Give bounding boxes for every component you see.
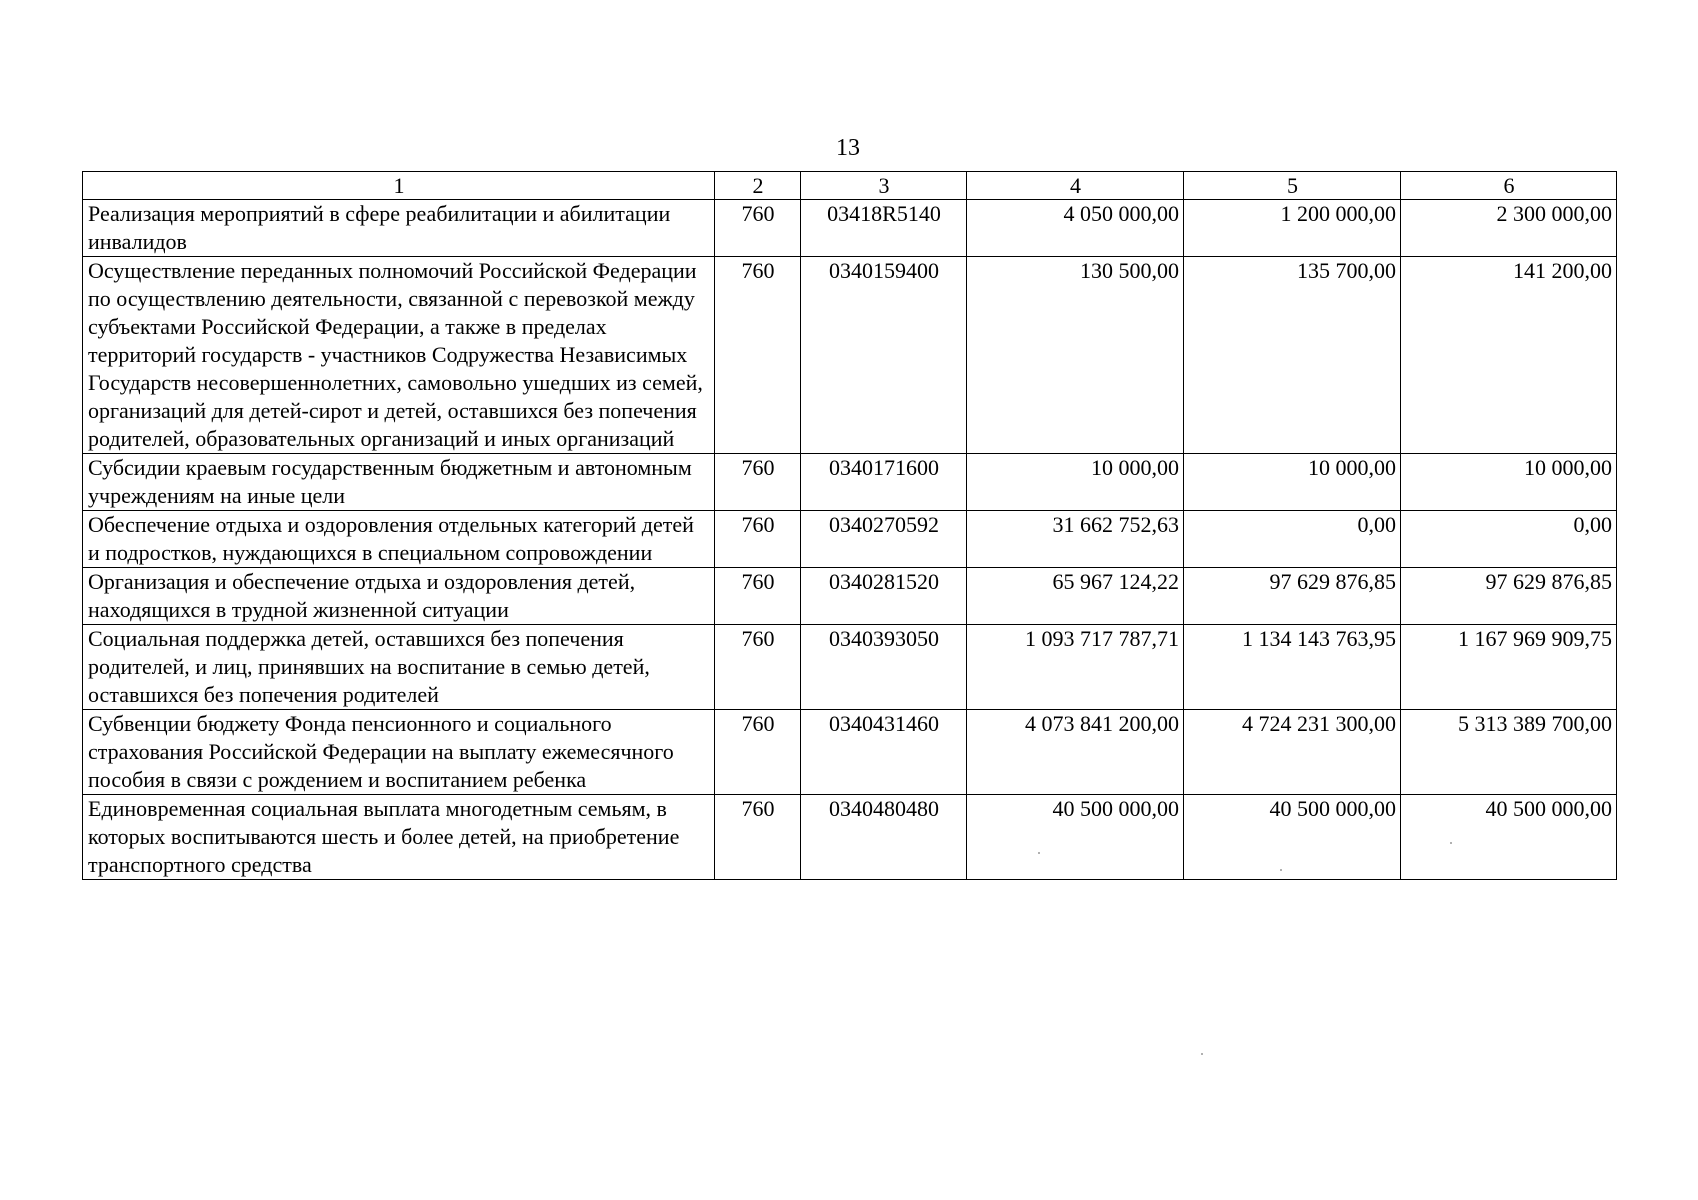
admin-code: 760 — [715, 710, 801, 795]
target-article-code: 0340480480 — [801, 795, 967, 880]
amount-col-6: 10 000,00 — [1401, 454, 1617, 511]
column-number-row — [83, 172, 1617, 200]
amount-col-5: 4 724 231 300,00 — [1184, 710, 1401, 795]
amount-col-4: 4 050 000,00 — [967, 200, 1184, 257]
expense-name: Реализация мероприятий в сфере реабилитации и абилитации инвалидов — [83, 200, 715, 257]
amount-col-4: 1 093 717 787,71 — [967, 625, 1184, 710]
expense-name: Социальная поддержка детей, оставшихся без попечения родителей, и лиц, принявших на воспитание в семью детей, оставшихся без попечения родителей — [83, 625, 715, 710]
amount-col-4: 4 073 841 200,00 — [967, 710, 1184, 795]
amount-col-6: 5 313 389 700,00 — [1401, 710, 1617, 795]
scan-speck — [1038, 852, 1040, 854]
expense-name: Субсидии краевым государственным бюджетным и автономным учреждениям на иные цели — [83, 454, 715, 511]
amount-col-4: 130 500,00 — [967, 257, 1184, 454]
table-row — [83, 568, 1617, 625]
amount-col-5: 135 700,00 — [1184, 257, 1401, 454]
scan-speck — [1201, 1053, 1203, 1055]
admin-code: 760 — [715, 200, 801, 257]
table-row — [83, 200, 1617, 257]
target-article-code: 0340270592 — [801, 511, 967, 568]
page-number: 13 — [836, 135, 860, 161]
column-number: 2 — [715, 172, 801, 200]
amount-col-4: 10 000,00 — [967, 454, 1184, 511]
expense-name: Организация и обеспечение отдыха и оздоровления детей, находящихся в трудной жизненной ситуации — [83, 568, 715, 625]
table-row — [83, 454, 1617, 511]
target-article-code: 0340171600 — [801, 454, 967, 511]
column-number: 1 — [83, 172, 715, 200]
admin-code: 760 — [715, 568, 801, 625]
target-article-code: 03418R5140 — [801, 200, 967, 257]
admin-code: 760 — [715, 454, 801, 511]
expense-name: Субвенции бюджету Фонда пенсионного и социального страхования Российской Федерации на выплату ежемесячного пособия в связи с рождением и воспитанием ребенка — [83, 710, 715, 795]
amount-col-5: 97 629 876,85 — [1184, 568, 1401, 625]
amount-col-6: 40 500 000,00 — [1401, 795, 1617, 880]
column-number: 3 — [801, 172, 967, 200]
target-article-code: 0340431460 — [801, 710, 967, 795]
amount-col-6: 2 300 000,00 — [1401, 200, 1617, 257]
table-row — [83, 710, 1617, 795]
amount-col-6: 97 629 876,85 — [1401, 568, 1617, 625]
expense-name: Осуществление переданных полномочий Российской Федерации по осуществлению деятельности, связанной с перевозкой между субъектами Российской Федерации, а также в пределах территорий государств - участников Содружества Независимых Государств несовершеннолетних, самовольно ушедших из семей, организаций для детей-сирот и детей, оставшихся без попечения родителей, образовательных организаций и иных организаций — [83, 257, 715, 454]
table-row — [83, 511, 1617, 568]
amount-col-5: 40 500 000,00 — [1184, 795, 1401, 880]
column-number: 6 — [1401, 172, 1617, 200]
admin-code: 760 — [715, 625, 801, 710]
amount-col-6: 1 167 969 909,75 — [1401, 625, 1617, 710]
amount-col-5: 0,00 — [1184, 511, 1401, 568]
column-number: 5 — [1184, 172, 1401, 200]
table-row — [83, 257, 1617, 454]
amount-col-5: 10 000,00 — [1184, 454, 1401, 511]
amount-col-5: 1 134 143 763,95 — [1184, 625, 1401, 710]
admin-code: 760 — [715, 257, 801, 454]
amount-col-5: 1 200 000,00 — [1184, 200, 1401, 257]
scan-speck — [1450, 842, 1452, 844]
column-number: 4 — [967, 172, 1184, 200]
amount-col-6: 0,00 — [1401, 511, 1617, 568]
target-article-code: 0340159400 — [801, 257, 967, 454]
amount-col-4: 31 662 752,63 — [967, 511, 1184, 568]
target-article-code: 0340393050 — [801, 625, 967, 710]
admin-code: 760 — [715, 795, 801, 880]
expense-name: Единовременная социальная выплата многодетным семьям, в которых воспитываются шесть и более детей, на приобретение транспортного средства — [83, 795, 715, 880]
amount-col-6: 141 200,00 — [1401, 257, 1617, 454]
budget-table — [82, 171, 1617, 880]
table-row — [83, 795, 1617, 880]
scan-speck — [1280, 869, 1282, 871]
expense-name: Обеспечение отдыха и оздоровления отдельных категорий детей и подростков, нуждающихся в специальном сопровождении — [83, 511, 715, 568]
admin-code: 760 — [715, 511, 801, 568]
target-article-code: 0340281520 — [801, 568, 967, 625]
amount-col-4: 40 500 000,00 — [967, 795, 1184, 880]
table-row — [83, 625, 1617, 710]
amount-col-4: 65 967 124,22 — [967, 568, 1184, 625]
